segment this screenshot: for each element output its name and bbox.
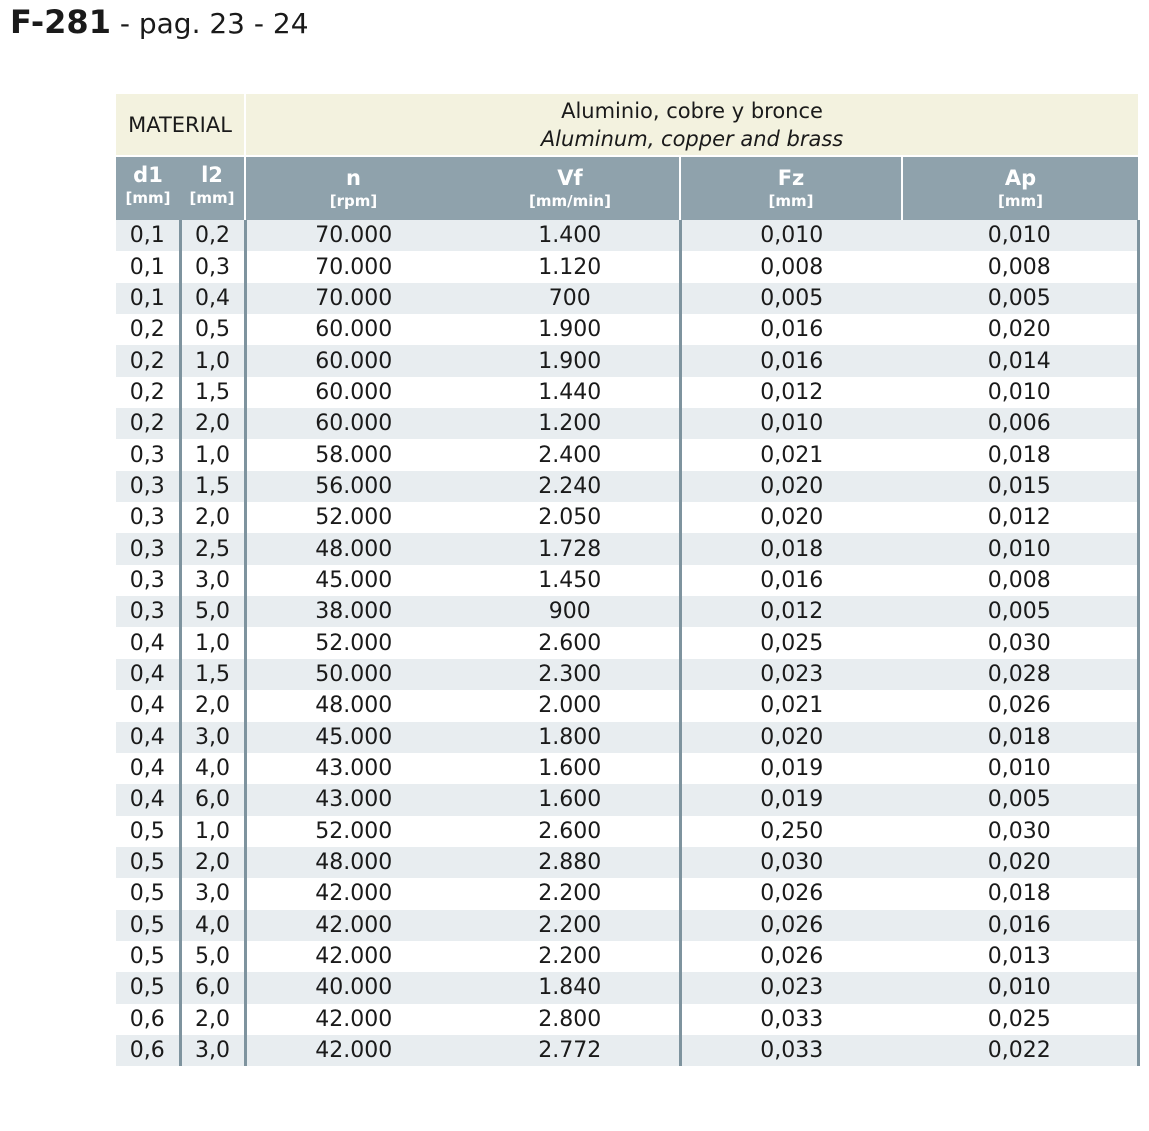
table-row xyxy=(116,502,1138,533)
column-header-l2 xyxy=(180,156,245,220)
cell-l2: 0,5 xyxy=(180,314,245,345)
material-name-en: Aluminum, copper and brass xyxy=(540,126,844,151)
cell-vf: 900 xyxy=(461,596,680,627)
table-row xyxy=(116,784,1138,815)
cell-d1: 0,6 xyxy=(116,1004,180,1035)
cell-n: 38.000 xyxy=(245,596,461,627)
column-unit: [rpm] xyxy=(329,191,378,210)
table-row xyxy=(116,408,1138,439)
cell-d1: 0,4 xyxy=(116,722,180,753)
column-unit: [mm] xyxy=(125,188,171,207)
cell-vf: 1.400 xyxy=(461,220,680,251)
column-symbol: d1 xyxy=(133,162,163,187)
cell-ap: 0,020 xyxy=(902,847,1138,878)
cell-l2: 5,0 xyxy=(180,596,245,627)
cell-ap: 0,010 xyxy=(902,753,1138,784)
cell-ap: 0,005 xyxy=(902,283,1138,314)
cell-n: 42.000 xyxy=(245,878,461,909)
table-row xyxy=(116,753,1138,784)
cell-n: 48.000 xyxy=(245,690,461,721)
cell-vf: 1.450 xyxy=(461,565,680,596)
table-row xyxy=(116,314,1138,345)
cell-fz: 0,033 xyxy=(680,1004,902,1035)
cell-ap: 0,016 xyxy=(902,910,1138,941)
table-row xyxy=(116,659,1138,690)
cell-vf: 2.772 xyxy=(461,1035,680,1066)
cell-fz: 0,019 xyxy=(680,784,902,815)
cell-l2: 3,0 xyxy=(180,565,245,596)
cell-d1: 0,4 xyxy=(116,753,180,784)
column-unit: [mm/min] xyxy=(529,191,611,210)
cell-d1: 0,3 xyxy=(116,565,180,596)
cell-vf: 1.440 xyxy=(461,377,680,408)
cell-n: 48.000 xyxy=(245,847,461,878)
cell-n: 42.000 xyxy=(245,1035,461,1066)
cell-fz: 0,016 xyxy=(680,565,902,596)
column-symbol: Fz xyxy=(777,165,805,190)
table-row xyxy=(116,816,1138,847)
table-row xyxy=(116,345,1138,376)
column-header-vf xyxy=(461,156,680,220)
cell-ap: 0,028 xyxy=(902,659,1138,690)
cell-fz: 0,019 xyxy=(680,753,902,784)
cell-vf: 1.600 xyxy=(461,784,680,815)
table-row xyxy=(116,220,1138,251)
column-unit: [mm] xyxy=(768,191,814,210)
cell-fz: 0,250 xyxy=(680,816,902,847)
cell-l2: 4,0 xyxy=(180,753,245,784)
cell-ap: 0,030 xyxy=(902,627,1138,658)
cell-fz: 0,010 xyxy=(680,408,902,439)
cell-vf: 2.000 xyxy=(461,690,680,721)
cell-d1: 0,6 xyxy=(116,1035,180,1066)
cell-d1: 0,1 xyxy=(116,283,180,314)
cell-fz: 0,021 xyxy=(680,690,902,721)
cell-ap: 0,010 xyxy=(902,377,1138,408)
cell-ap: 0,014 xyxy=(902,345,1138,376)
cell-vf: 1.900 xyxy=(461,345,680,376)
cell-n: 60.000 xyxy=(245,377,461,408)
cell-fz: 0,005 xyxy=(680,283,902,314)
table-row xyxy=(116,722,1138,753)
table-row xyxy=(116,251,1138,282)
cell-fz: 0,010 xyxy=(680,220,902,251)
cell-fz: 0,025 xyxy=(680,627,902,658)
cell-ap: 0,008 xyxy=(902,251,1138,282)
cell-fz: 0,026 xyxy=(680,941,902,972)
cell-l2: 0,2 xyxy=(180,220,245,251)
cell-vf: 2.200 xyxy=(461,878,680,909)
cell-vf: 1.120 xyxy=(461,251,680,282)
column-symbol: n xyxy=(346,165,361,190)
cell-l2: 1,5 xyxy=(180,471,245,502)
cell-n: 70.000 xyxy=(245,251,461,282)
cell-fz: 0,030 xyxy=(680,847,902,878)
cell-ap: 0,018 xyxy=(902,722,1138,753)
table-row xyxy=(116,627,1138,658)
cell-fz: 0,026 xyxy=(680,910,902,941)
cell-vf: 2.240 xyxy=(461,471,680,502)
product-code: F-281 xyxy=(10,3,111,41)
cell-d1: 0,4 xyxy=(116,627,180,658)
table-body xyxy=(116,220,1138,1066)
cell-vf: 2.600 xyxy=(461,816,680,847)
cell-fz: 0,012 xyxy=(680,377,902,408)
cell-vf: 1.900 xyxy=(461,314,680,345)
cell-vf: 2.050 xyxy=(461,502,680,533)
cell-n: 58.000 xyxy=(245,439,461,470)
cell-d1: 0,5 xyxy=(116,941,180,972)
cell-n: 60.000 xyxy=(245,408,461,439)
cell-l2: 2,0 xyxy=(180,408,245,439)
cell-ap: 0,010 xyxy=(902,533,1138,564)
cell-d1: 0,4 xyxy=(116,690,180,721)
cell-l2: 1,0 xyxy=(180,816,245,847)
cell-n: 70.000 xyxy=(245,283,461,314)
cell-vf: 2.880 xyxy=(461,847,680,878)
cell-n: 43.000 xyxy=(245,753,461,784)
cell-vf: 2.800 xyxy=(461,1004,680,1035)
cell-l2: 2,0 xyxy=(180,690,245,721)
cell-ap: 0,022 xyxy=(902,1035,1138,1066)
cell-d1: 0,1 xyxy=(116,251,180,282)
table-row xyxy=(116,690,1138,721)
cell-l2: 1,0 xyxy=(180,627,245,658)
table-row xyxy=(116,1035,1138,1066)
cell-ap: 0,010 xyxy=(902,972,1138,1003)
cell-ap: 0,018 xyxy=(902,439,1138,470)
cell-l2: 2,5 xyxy=(180,533,245,564)
cell-d1: 0,2 xyxy=(116,377,180,408)
cell-d1: 0,5 xyxy=(116,910,180,941)
material-row xyxy=(116,94,1138,156)
cell-n: 70.000 xyxy=(245,220,461,251)
cell-n: 40.000 xyxy=(245,972,461,1003)
cell-ap: 0,025 xyxy=(902,1004,1138,1035)
column-header-fz xyxy=(680,156,902,220)
cell-l2: 1,5 xyxy=(180,377,245,408)
cell-d1: 0,3 xyxy=(116,439,180,470)
cell-vf: 1.728 xyxy=(461,533,680,564)
table-row xyxy=(116,878,1138,909)
cell-n: 42.000 xyxy=(245,1004,461,1035)
column-unit: [mm] xyxy=(189,188,235,207)
cell-fz: 0,020 xyxy=(680,722,902,753)
cell-ap: 0,026 xyxy=(902,690,1138,721)
material-name-es: Aluminio, cobre y bronce xyxy=(561,98,823,123)
column-header-ap xyxy=(902,156,1138,220)
cell-fz: 0,021 xyxy=(680,439,902,470)
cell-d1: 0,2 xyxy=(116,408,180,439)
cell-vf: 1.800 xyxy=(461,722,680,753)
cell-l2: 2,0 xyxy=(180,502,245,533)
cell-l2: 2,0 xyxy=(180,847,245,878)
cell-vf: 2.400 xyxy=(461,439,680,470)
cell-l2: 2,0 xyxy=(180,1004,245,1035)
cell-n: 48.000 xyxy=(245,533,461,564)
cell-l2: 4,0 xyxy=(180,910,245,941)
table-row xyxy=(116,910,1138,941)
cell-l2: 6,0 xyxy=(180,784,245,815)
page-reference: - pag. 23 - 24 xyxy=(110,7,309,40)
cell-n: 50.000 xyxy=(245,659,461,690)
table-row xyxy=(116,533,1138,564)
table-row xyxy=(116,439,1138,470)
column-header-row xyxy=(116,156,1138,220)
table-row xyxy=(116,596,1138,627)
cell-n: 56.000 xyxy=(245,471,461,502)
cell-d1: 0,1 xyxy=(116,220,180,251)
cell-d1: 0,4 xyxy=(116,784,180,815)
cell-n: 52.000 xyxy=(245,502,461,533)
cell-n: 45.000 xyxy=(245,722,461,753)
page-title xyxy=(10,2,309,44)
column-unit: [mm] xyxy=(998,191,1044,210)
cell-d1: 0,3 xyxy=(116,596,180,627)
table-row xyxy=(116,471,1138,502)
column-symbol: Vf xyxy=(557,165,583,190)
cell-fz: 0,016 xyxy=(680,345,902,376)
cutting-data-table xyxy=(116,94,1140,1066)
cell-l2: 0,3 xyxy=(180,251,245,282)
cell-d1: 0,3 xyxy=(116,471,180,502)
cell-n: 52.000 xyxy=(245,816,461,847)
column-symbol: l2 xyxy=(201,162,223,187)
cell-n: 43.000 xyxy=(245,784,461,815)
cell-n: 60.000 xyxy=(245,314,461,345)
cell-fz: 0,008 xyxy=(680,251,902,282)
cell-d1: 0,5 xyxy=(116,878,180,909)
cell-vf: 1.840 xyxy=(461,972,680,1003)
material-label: MATERIAL xyxy=(116,94,245,156)
cell-fz: 0,020 xyxy=(680,502,902,533)
table-row xyxy=(116,377,1138,408)
cell-l2: 0,4 xyxy=(180,283,245,314)
column-header-n xyxy=(245,156,461,220)
cell-l2: 1,0 xyxy=(180,345,245,376)
table-row xyxy=(116,283,1138,314)
cell-fz: 0,023 xyxy=(680,972,902,1003)
cell-d1: 0,3 xyxy=(116,533,180,564)
table-row xyxy=(116,1004,1138,1035)
cell-n: 42.000 xyxy=(245,910,461,941)
cell-vf: 1.600 xyxy=(461,753,680,784)
cell-n: 60.000 xyxy=(245,345,461,376)
cell-vf: 700 xyxy=(461,283,680,314)
table-row xyxy=(116,847,1138,878)
cell-ap: 0,030 xyxy=(902,816,1138,847)
cell-ap: 0,013 xyxy=(902,941,1138,972)
cell-ap: 0,020 xyxy=(902,314,1138,345)
cell-ap: 0,012 xyxy=(902,502,1138,533)
cell-l2: 6,0 xyxy=(180,972,245,1003)
cell-d1: 0,2 xyxy=(116,345,180,376)
cell-ap: 0,010 xyxy=(902,220,1138,251)
cell-vf: 2.200 xyxy=(461,941,680,972)
cell-d1: 0,4 xyxy=(116,659,180,690)
cell-ap: 0,018 xyxy=(902,878,1138,909)
cell-l2: 1,5 xyxy=(180,659,245,690)
cell-fz: 0,012 xyxy=(680,596,902,627)
cell-l2: 1,0 xyxy=(180,439,245,470)
cell-l2: 3,0 xyxy=(180,722,245,753)
cell-vf: 1.200 xyxy=(461,408,680,439)
cell-fz: 0,018 xyxy=(680,533,902,564)
column-header-d1 xyxy=(116,156,180,220)
cell-vf: 2.200 xyxy=(461,910,680,941)
cell-fz: 0,016 xyxy=(680,314,902,345)
cell-d1: 0,5 xyxy=(116,972,180,1003)
table-row xyxy=(116,565,1138,596)
cell-d1: 0,3 xyxy=(116,502,180,533)
cell-vf: 2.300 xyxy=(461,659,680,690)
cell-n: 45.000 xyxy=(245,565,461,596)
material-description xyxy=(245,94,1138,156)
cell-n: 42.000 xyxy=(245,941,461,972)
cutting-data-table-container xyxy=(116,94,1138,1066)
cell-fz: 0,033 xyxy=(680,1035,902,1066)
cell-ap: 0,005 xyxy=(902,596,1138,627)
cell-ap: 0,015 xyxy=(902,471,1138,502)
cell-fz: 0,020 xyxy=(680,471,902,502)
cell-d1: 0,5 xyxy=(116,847,180,878)
cell-d1: 0,2 xyxy=(116,314,180,345)
cell-vf: 2.600 xyxy=(461,627,680,658)
cell-ap: 0,005 xyxy=(902,784,1138,815)
table-row xyxy=(116,941,1138,972)
cell-n: 52.000 xyxy=(245,627,461,658)
table-row xyxy=(116,972,1138,1003)
column-symbol: Ap xyxy=(1004,165,1037,190)
cell-ap: 0,008 xyxy=(902,565,1138,596)
cell-l2: 5,0 xyxy=(180,941,245,972)
cell-d1: 0,5 xyxy=(116,816,180,847)
cell-ap: 0,006 xyxy=(902,408,1138,439)
cell-fz: 0,023 xyxy=(680,659,902,690)
cell-l2: 3,0 xyxy=(180,878,245,909)
cell-fz: 0,026 xyxy=(680,878,902,909)
cell-l2: 3,0 xyxy=(180,1035,245,1066)
